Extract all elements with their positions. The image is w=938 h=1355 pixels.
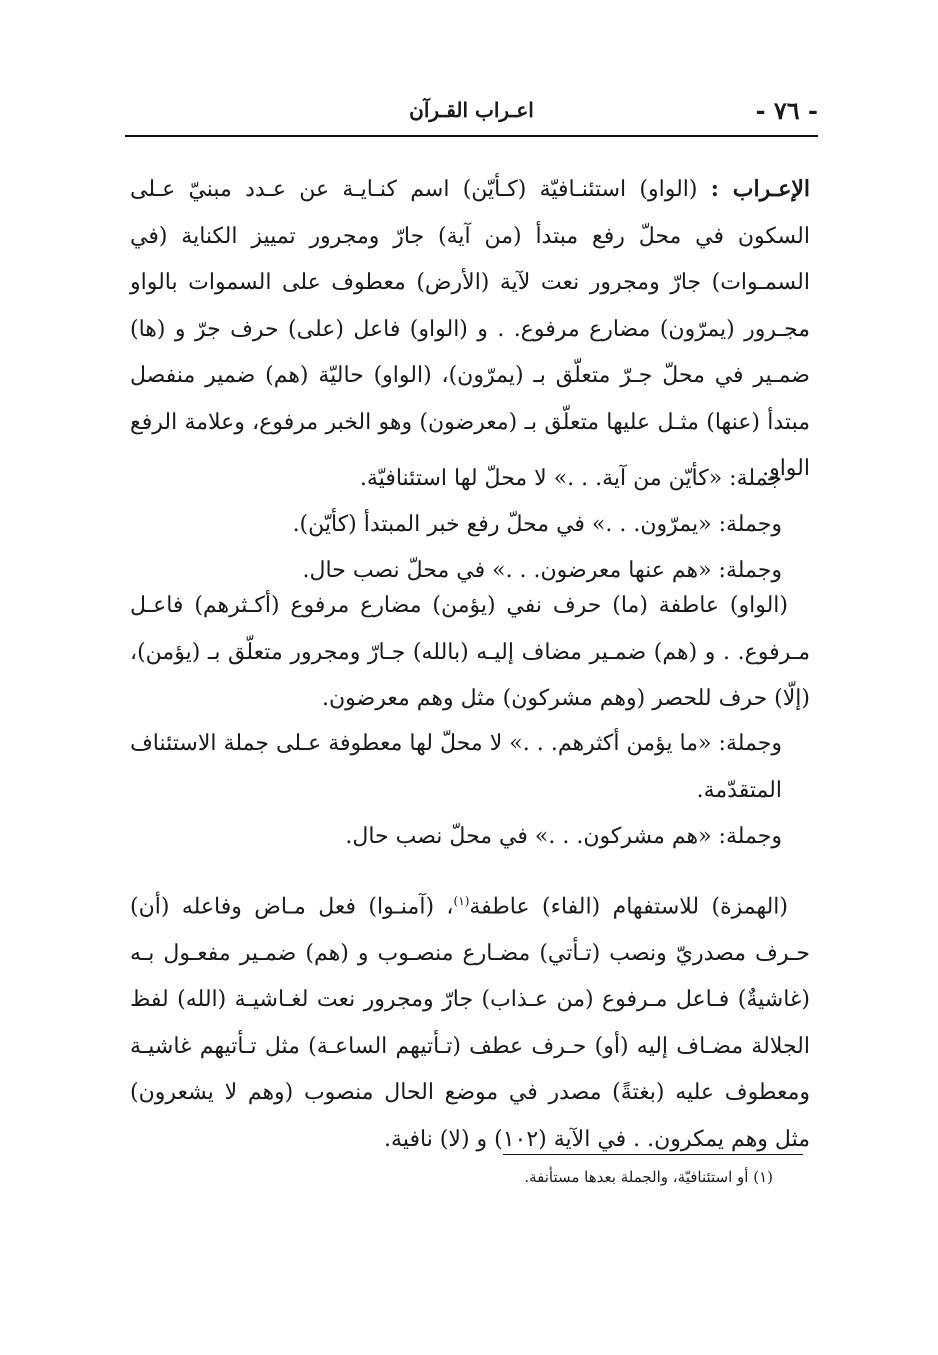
running-title: اعـراب القـرآن — [409, 98, 534, 122]
third-paragraph-section — [130, 878, 810, 1163]
sentence-line: وجملة: «هم عنها معرضون. . .» في محلّ نصب حال. — [302, 558, 782, 583]
sentences-block-2 — [130, 721, 810, 860]
third-paragraph-text: (الهمزة) للاستفهام (الفاء) عاطفة — [469, 894, 789, 920]
footnote: (١) أو استئنافيّة، والجملة بعدها مستأنفة. — [524, 1168, 773, 1186]
page-number: - ٧٦ - — [755, 96, 818, 125]
irab-paragraph — [130, 166, 810, 493]
sentences-block-1 — [130, 456, 810, 594]
third-paragraph — [130, 878, 810, 1163]
sentence-line: وجملة: «هم مشركون. . .» في محلّ نصب حال. — [345, 824, 782, 849]
second-paragraph-section — [130, 583, 810, 723]
sentence-line: وجملة: «يمرّون. . .» في محلّ رفع خبر المبتدأ (كأيّن). — [292, 512, 782, 537]
footnote-ref: (١) — [453, 894, 470, 908]
header-rule — [125, 135, 818, 137]
footnote-rule — [503, 1154, 803, 1155]
third-paragraph-text-continued: ، (آمنـوا) فعل مـاض وفاعله (أن) حـرف مصدريّ ونصب (تـأتي) مضـارع منصـوب و (هم) ضمـير مفعـول بـه (غاشيةٌ) فـاعل مـرفوع (من عـذاب) جارّ ومجرور نعت لغـاشيـة (الله) لفظ الجلالة مضـاف إليه (أو) حـرف عطف (تـأتيهم الساعـة) مثل تـأتيهم غاشيـة ومعطوف عليه (بغتةً) مصدر في موضع الحال منصوب (وهم لا يشعرون) مثل وهم يمكرون. . في الآية (١٠٢) و (لا) نافية. — [130, 894, 810, 1152]
irab-label: الإعـراب : — [710, 176, 810, 202]
irab-section — [130, 166, 810, 493]
irab-text: (الواو) استئنـافيّة (كـأيّن) اسم كنـايـة عن عـدد مبنيّ عـلى السكون في محلّ رفع مبتدأ (من آية) جارّ ومجرور تمييز الكناية (في السمـوات) جارّ ومجرور نعت لآية (الأرض) معطوف على السموات بالواو مجـرور (يمرّون) مضارع مرفوع. . و (الواو) فاعل (على) حرف جرّ و (ها) ضمـير في محلّ جـرّ متعلّق بـ (يمرّون)، (الواو) حاليّة (هم) ضمير منفصل مبتدأ (عنها) مثـل عليها متعلّق بـ (معرضون) وهو الخبر مرفوع، وعلامة الرفع الواو. — [130, 177, 810, 481]
sentence-line: وجملة: «ما يؤمن أكثرهم. . .» لا محلّ لها معطوفة عـلى جملة الاستئناف المتقدّمة. — [130, 731, 782, 803]
second-paragraph: (الواو) عاطفة (ما) حرف نفي (يؤمن) مضارع مرفوع (أكـثرهم) فاعـل مـرفوع. . و (هم) ضمـير مضاف إليـه (بالله) جـارّ ومجرور متعلّق بـ (يؤمن)، (إلّا) حرف للحصر (وهم مشركون) مثل وهم معرضون. — [130, 593, 810, 711]
page-header — [125, 96, 818, 130]
sentence-line: جملة: «كأيّن من آية. . .» لا محلّ لها استئنافيّة. — [359, 466, 782, 491]
